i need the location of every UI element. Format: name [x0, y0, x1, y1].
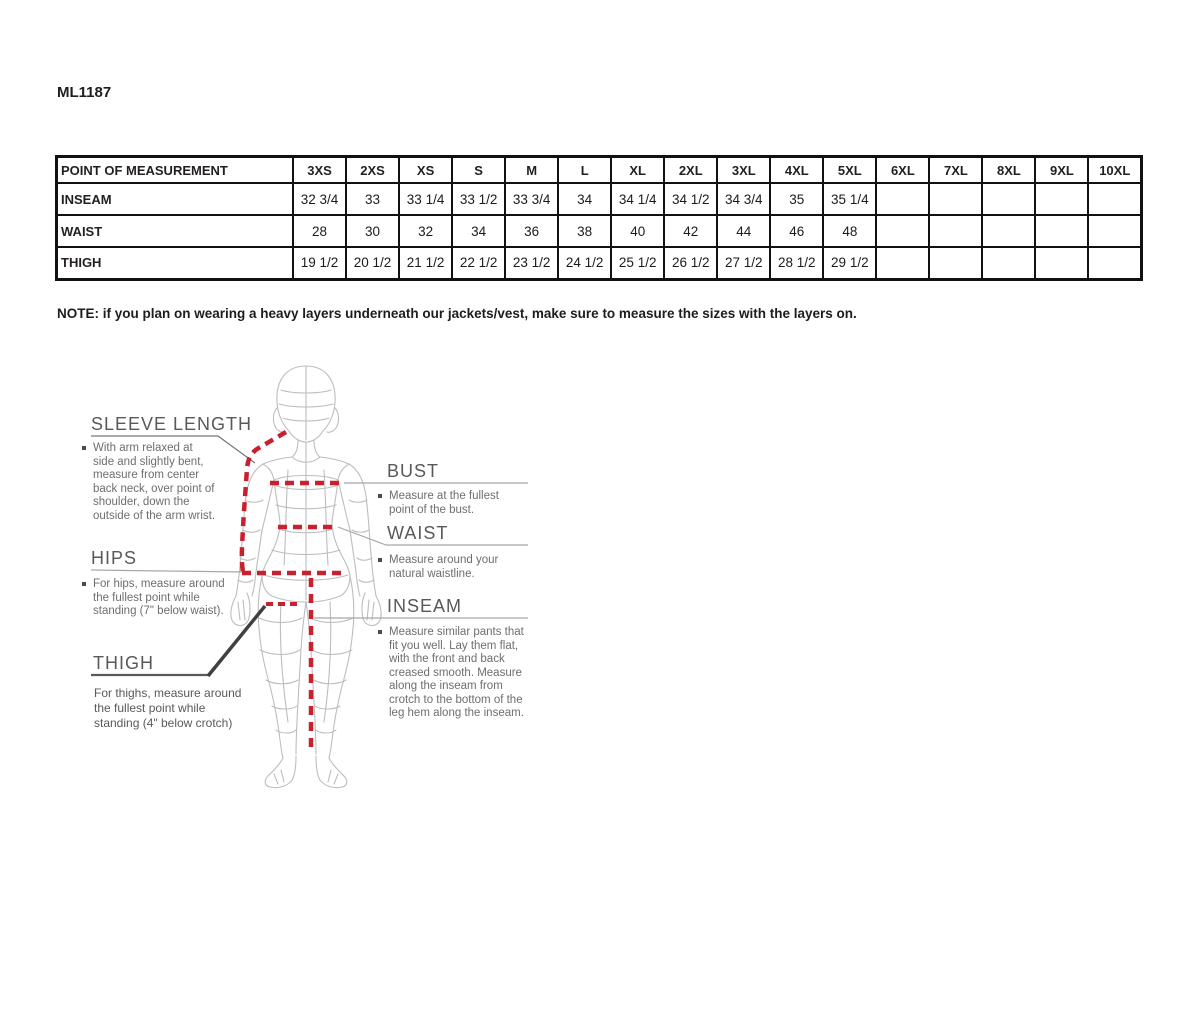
table-cell	[1088, 247, 1141, 279]
table-cell	[982, 215, 1035, 247]
hips-description-text: For hips, measure around the fullest point while standing (7" below waist).	[93, 578, 225, 617]
square-bullet-icon	[378, 558, 382, 562]
square-bullet-icon	[378, 630, 382, 634]
table-cell: 35 1/4	[823, 183, 876, 215]
size-column-header: M	[505, 157, 558, 184]
table-cell: 33 1/4	[399, 183, 452, 215]
table-cell	[1035, 247, 1088, 279]
size-table	[55, 155, 1143, 281]
row-label: THIGH	[57, 247, 294, 279]
table-cell	[876, 215, 929, 247]
mannequin-wireframe	[231, 366, 381, 788]
table-cell: 38	[558, 215, 611, 247]
measurement-diagram	[60, 350, 580, 810]
inseam-description-text: Measure similar pants that fit you well. Lay them flat, with the front and back creased smooth. Measure along the inseam from crotch to the bottom of the leg hem along the inseam.	[389, 626, 524, 719]
bust-label: BUST	[387, 461, 440, 481]
table-cell	[876, 183, 929, 215]
table-cell: 48	[823, 215, 876, 247]
waist-description	[378, 554, 518, 581]
waist-description-text: Measure around your natural waistline.	[389, 554, 499, 580]
size-column-header: 5XL	[823, 157, 876, 184]
size-column-header: 4XL	[770, 157, 823, 184]
table-row	[57, 183, 1142, 215]
table-cell: 33 3/4	[505, 183, 558, 215]
square-bullet-icon	[378, 494, 382, 498]
inseam-description	[378, 626, 530, 721]
table-cell: 33	[346, 183, 399, 215]
table-cell: 21 1/2	[399, 247, 452, 279]
size-column-header: 8XL	[982, 157, 1035, 184]
table-cell: 20 1/2	[346, 247, 399, 279]
size-table-body	[57, 183, 1142, 279]
size-column-header: XL	[611, 157, 664, 184]
sleeve-length-description-text: With arm relaxed at side and slightly bent, measure from center back neck, over point of shoulder, down the outside of the arm wrist.	[93, 442, 216, 522]
table-cell: 27 1/2	[717, 247, 770, 279]
square-bullet-icon	[82, 582, 86, 586]
size-column-header: 2XS	[346, 157, 399, 184]
table-row	[57, 215, 1142, 247]
table-cell	[982, 247, 1035, 279]
table-cell	[1088, 215, 1141, 247]
hips-label: HIPS	[91, 548, 138, 568]
table-cell: 34	[558, 183, 611, 215]
row-label: WAIST	[57, 215, 294, 247]
table-cell: 34 1/2	[664, 183, 717, 215]
waist-label: WAIST	[387, 523, 449, 543]
sleeve-length-description	[82, 442, 216, 523]
size-column-header: XS	[399, 157, 452, 184]
hips-leader-line	[91, 570, 244, 572]
table-cell: 29 1/2	[823, 247, 876, 279]
measurement-lines	[242, 432, 346, 754]
table-cell	[929, 183, 982, 215]
table-cell: 24 1/2	[558, 247, 611, 279]
table-cell	[1088, 183, 1141, 215]
table-cell: 40	[611, 215, 664, 247]
note-text: NOTE: if you plan on wearing a heavy layers underneath our jackets/vest, make sure to measure the sizes with the layers on.	[57, 306, 857, 321]
table-cell: 36	[505, 215, 558, 247]
table-cell: 30	[346, 215, 399, 247]
table-cell: 23 1/2	[505, 247, 558, 279]
square-bullet-icon	[82, 446, 86, 450]
size-column-header: S	[452, 157, 505, 184]
table-cell: 28 1/2	[770, 247, 823, 279]
table-cell: 19 1/2	[293, 247, 346, 279]
table-cell: 32 3/4	[293, 183, 346, 215]
table-cell	[1035, 183, 1088, 215]
point-of-measurement-header: POINT OF MEASUREMENT	[57, 157, 294, 184]
table-cell: 35	[770, 183, 823, 215]
table-cell: 25 1/2	[611, 247, 664, 279]
table-cell: 34	[452, 215, 505, 247]
table-cell: 28	[293, 215, 346, 247]
table-cell	[1035, 215, 1088, 247]
table-cell	[982, 183, 1035, 215]
table-cell	[876, 247, 929, 279]
thigh-label: THIGH	[93, 653, 154, 673]
table-cell: 26 1/2	[664, 247, 717, 279]
table-cell: 46	[770, 215, 823, 247]
table-cell: 42	[664, 215, 717, 247]
size-column-header: 7XL	[929, 157, 982, 184]
bust-description	[378, 490, 518, 517]
size-table-header-row	[57, 157, 1142, 184]
inseam-label: INSEAM	[387, 596, 463, 616]
table-cell: 32	[399, 215, 452, 247]
style-number-title: ML1187	[57, 84, 112, 101]
table-row	[57, 247, 1142, 279]
table-cell: 34 3/4	[717, 183, 770, 215]
size-column-header: 3XL	[717, 157, 770, 184]
table-cell	[929, 215, 982, 247]
size-column-header: L	[558, 157, 611, 184]
size-column-header: 2XL	[664, 157, 717, 184]
table-cell	[929, 247, 982, 279]
size-column-header: 9XL	[1035, 157, 1088, 184]
size-column-header: 6XL	[876, 157, 929, 184]
sleeve-length-label: SLEEVE LENGTH	[91, 414, 253, 434]
thigh-description	[94, 686, 244, 731]
table-cell: 22 1/2	[452, 247, 505, 279]
size-column-header: 10XL	[1088, 157, 1141, 184]
table-cell: 34 1/4	[611, 183, 664, 215]
table-cell: 44	[717, 215, 770, 247]
bust-description-text: Measure at the fullest point of the bust.	[389, 490, 499, 516]
size-column-header: 3XS	[293, 157, 346, 184]
table-cell: 33 1/2	[452, 183, 505, 215]
thigh-description-text: For thighs, measure around the fullest point while standing (4" below crotch)	[94, 686, 242, 730]
row-label: INSEAM	[57, 183, 294, 215]
hips-description	[82, 578, 230, 619]
